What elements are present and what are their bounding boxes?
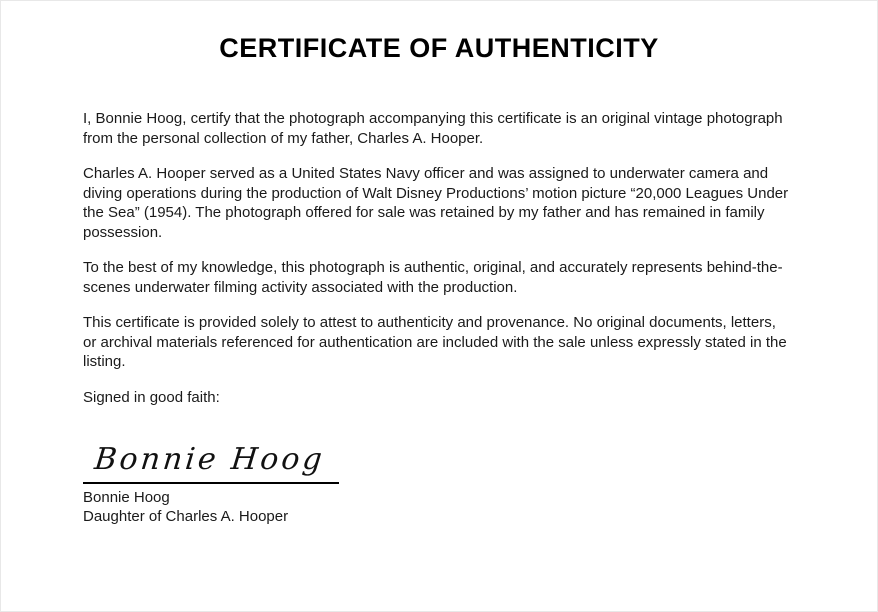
signature-line [83,482,339,484]
salutation-line: Signed in good faith: [83,388,220,406]
signer-relation: Daughter of Charles A. Hooper [83,508,289,525]
handwritten-signature: Bonnie Hoog [92,442,327,477]
document-title: CERTIFICATE OF AUTHENTICITY [219,33,659,63]
paragraph-disclaimer: This certificate is provided solely to attest to authenticity and provenance. No original documents, letters, or archival materials referenced for authentication are included with the sale unless expressly stated in the listing. [83,314,787,370]
paragraph-certify-statement: I, Bonnie Hoog, certify that the photograph accompanying this certificate is an original vintage photograph from the personal collection of my father, Charles A. Hooper. [83,110,783,147]
paragraph-authenticity-statement: To the best of my knowledge, this photograph is authentic, original, and accurately represents behind-the-scenes underwater filming activity associated with the production. [83,259,783,296]
document-body [83,109,789,407]
signer-printed-name: Bonnie Hoog [83,489,170,506]
paragraph-provenance-history: Charles A. Hooper served as a United States Navy officer and was assigned to underwater camera and diving operations during the production of Walt Disney Productions’ motion picture “20,000 Leagues Under the Sea” (1954). The photograph offered for sale was retained by my father and has remained in family possession. [83,165,789,241]
signature-block [83,442,877,526]
